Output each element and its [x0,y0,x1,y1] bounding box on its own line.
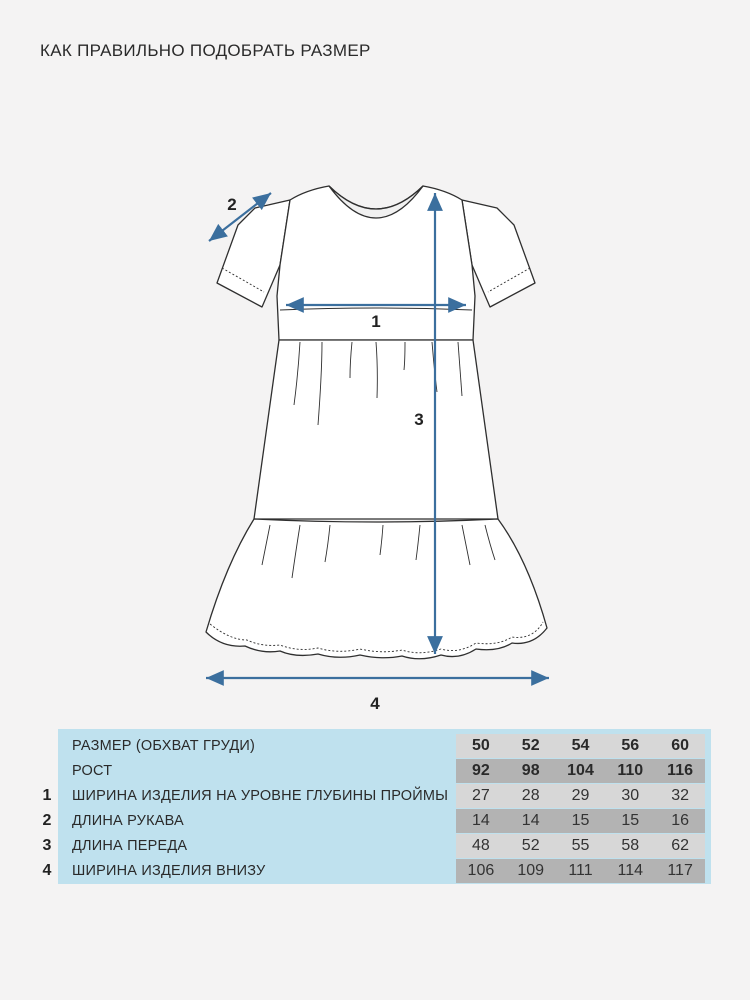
table-cell: 14 [521,812,540,829]
table-cell: 15 [571,812,590,829]
table-row-label: ДЛИНА РУКАВА [72,813,184,829]
table-cell: 54 [571,737,590,754]
row-number: 2 [42,812,52,829]
size-table [58,729,711,884]
table-row-label: ШИРИНА ИЗДЕЛИЯ ВНИЗУ [72,863,266,879]
table-cell: 60 [671,737,689,754]
table-cell: 27 [472,787,490,804]
table-cell: 116 [667,762,693,779]
marker-chest-width: 1 [371,312,381,331]
row-number: 4 [42,862,52,879]
table-cell: 55 [571,837,590,854]
table-cell: 104 [567,762,594,779]
table-cell: 62 [671,837,689,854]
row-number: 3 [42,837,52,854]
table-row-values [456,809,705,833]
table-cell: 56 [621,737,640,754]
table-cell: 50 [472,737,490,754]
table-row-label: РОСТ [72,763,113,779]
table-cell: 30 [621,787,640,804]
table-cell: 28 [521,787,540,804]
table-row-values [456,834,705,858]
dress-outline [206,186,547,659]
table-row-label: ДЛИНА ПЕРЕДА [72,838,188,854]
table-cell: 48 [472,837,490,854]
table-cell: 52 [521,837,540,854]
table-row-values [456,734,705,758]
row-number: 1 [42,787,52,804]
table-row-label: РАЗМЕР (ОБХВАТ ГРУДИ) [72,738,256,754]
table-row-values [456,859,705,883]
table-cell: 117 [667,862,693,879]
table-cell: 29 [571,787,590,804]
table-cell: 16 [671,812,689,829]
table-cell: 92 [472,762,490,779]
table-cell: 111 [568,862,593,879]
marker-front-length: 3 [414,410,424,429]
table-cell: 14 [472,812,490,829]
table-row-values [456,784,705,808]
table-cell: 98 [521,762,540,779]
table-cell: 114 [617,862,644,879]
table-row-label: ШИРИНА ИЗДЕЛИЯ НА УРОВНЕ ГЛУБИНЫ ПРОЙМЫ [72,788,449,804]
table-cell: 109 [517,862,545,879]
marker-hem-width: 4 [370,694,380,713]
table-cell: 58 [621,837,640,854]
table-row-values [456,759,705,783]
table-cell: 52 [521,737,540,754]
page-title: КАК ПРАВИЛЬНО ПОДОБРАТЬ РАЗМЕР [40,41,371,60]
table-cell: 106 [467,862,495,879]
table-cell: 110 [617,762,644,779]
table-cell: 32 [671,787,689,804]
table-cell: 15 [621,812,640,829]
marker-sleeve-length: 2 [227,195,237,214]
